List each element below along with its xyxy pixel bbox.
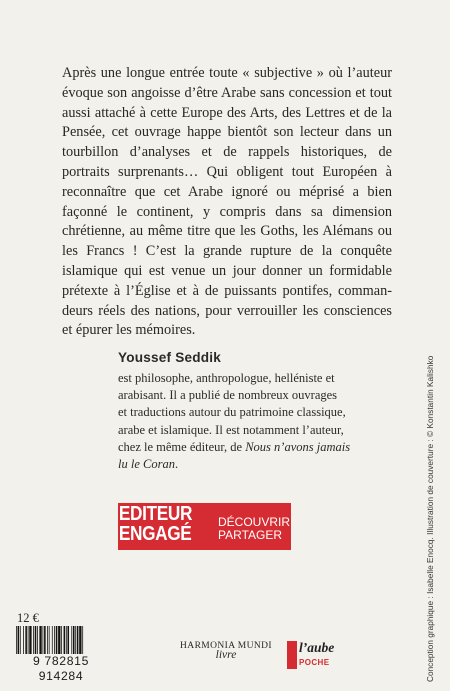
author-bio-line: arabe et islamique. Il est notamment l’auteur, (118, 422, 344, 437)
blurb-line: de portraits surprenants… Qui obligent tout Européen (62, 144, 392, 180)
barcode-bar (44, 626, 46, 654)
barcode-number: 9 782815 914284 (10, 654, 112, 669)
aube-name: l’aube (299, 640, 335, 655)
aube-collection: POCHE (299, 658, 330, 667)
author-bio-text: . (174, 457, 179, 472)
author-section (118, 350, 363, 473)
author-bio (118, 370, 363, 473)
barcode-bar (77, 626, 79, 654)
barcode-bar (47, 626, 48, 654)
blurb-line: prétexte à l’Église et à de puissants pontifes, comman- (62, 282, 392, 299)
blurb-line: dans un tourbillon d’analyses et de rappels historiques, (62, 124, 393, 161)
harmonia-mundi-logo (176, 641, 276, 661)
barcode-bar (73, 626, 75, 654)
barcode-bar (20, 626, 21, 654)
badge-partager: PARTAGER (218, 527, 283, 542)
barcode-bar (33, 626, 34, 654)
publisher-subname: livre (215, 649, 237, 661)
blurb-line: deurs réels des nations, pour verrouiller les consciences (62, 302, 392, 319)
barcode-bar (25, 626, 27, 654)
book-title-continued: lu le Coran (118, 457, 175, 472)
blurb-line: chrétienne, au même titre que les Goths, les Alémans (62, 223, 374, 240)
barcode-bar (66, 626, 67, 654)
barcode-bar (43, 626, 44, 654)
barcode-bar (79, 626, 81, 654)
barcode-bar (23, 626, 24, 654)
book-title: Nous n’avons jamais (245, 439, 351, 454)
barcode-bar (71, 626, 72, 654)
cover-credits: Conception graphique : Isabelle Enocq. Illustration de couverture : © Konstantin Kalishko (426, 355, 435, 682)
blurb-line: Après une longue entrée toute « subjective » où l’auteur (62, 65, 392, 81)
aube-logo-mark (287, 641, 297, 669)
back-cover-blurb (62, 64, 392, 341)
barcode-bar (67, 626, 69, 654)
badge-editeur: EDITEUR (118, 503, 193, 525)
badge-decouvrir: DÉCOUVRIR (218, 515, 291, 529)
blurb-line: évoque son angoisse d’être Arabe sans concession et (62, 84, 366, 101)
blurb-line: ou les Francs ! C’est la grande rupture de la conquête (62, 223, 392, 260)
barcode-bar (58, 626, 60, 654)
barcode-bar (56, 626, 58, 654)
blurb-line: à reconnaître que cet Arabe ignoré ou méprisé a bien (62, 163, 393, 200)
barcode-bar (39, 626, 41, 654)
blurb-line: façonné le continent, y compris dans sa dimension (62, 203, 392, 220)
badge-decouvrir-partager (218, 516, 290, 541)
barcode-bar (61, 626, 62, 654)
author-bio-line: est philosophe, anthropologue, helléniste et (118, 371, 335, 385)
blurb-line: et de la Pensée, cet ouvrage happe bientôt son lecteur (62, 104, 393, 141)
barcode-bar (75, 626, 76, 654)
barcode-bar (54, 626, 55, 654)
blurb-line: tout aussi attaché à cette Europe des Arts, des Lettres (62, 84, 392, 121)
author-bio-line: arabisant. Il a publié de nombreux ouvrages (118, 388, 338, 403)
badge-engage: ENGAGÉ (118, 522, 192, 545)
barcode-bar (37, 626, 38, 654)
blurb-line: islamique qui est venue un jour donner un formidable (62, 262, 392, 279)
author-name: Youssef Seddik (118, 350, 222, 365)
barcode-bar (28, 626, 29, 654)
price-label: 12 € (17, 611, 39, 625)
author-bio-text: chez le même éditeur, de (118, 439, 246, 454)
badge-editeur-engage (118, 503, 192, 544)
publisher-name: HARMONIA MUNDI (180, 641, 272, 651)
aube-logo (287, 641, 347, 681)
author-bio-line: et traductions autour du patrimoine classique, (118, 405, 346, 420)
blurb-line: et épurer les mémoires. (62, 322, 196, 339)
barcode-bar (29, 626, 31, 654)
barcode-bar (64, 626, 66, 654)
barcode-bar (35, 626, 37, 654)
editeur-engage-badge (118, 503, 291, 550)
